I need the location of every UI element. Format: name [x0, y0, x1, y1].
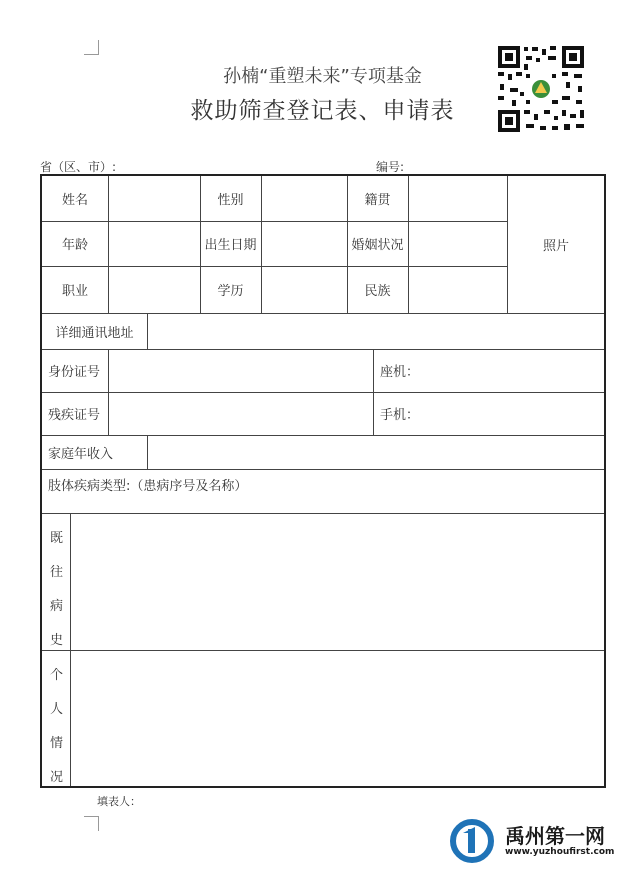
personal-situation-char-2: 人 [50, 702, 64, 717]
label-education: 学历 [217, 284, 244, 299]
registration-form [40, 174, 606, 788]
form-filler-label: 填表人： [97, 795, 141, 808]
watermark-brand: 禹州第一网 [505, 824, 605, 848]
label-gender: 性别 [217, 193, 244, 208]
personal-situation-field[interactable] [71, 650, 604, 786]
crop-mark-top-left [84, 40, 99, 55]
medical-history-char-2: 往 [50, 565, 64, 580]
medical-history-char-3: 病 [50, 599, 64, 614]
label-marital-status: 婚姻状况 [351, 238, 404, 253]
label-native-place: 籍贯 [364, 193, 391, 208]
label-disability-cert: 残疾证号 [48, 408, 101, 423]
medical-history-char-4: 史 [50, 633, 64, 648]
native-place-field[interactable] [409, 176, 507, 221]
occupation-field[interactable] [109, 266, 200, 313]
personal-situation-char-1: 个 [50, 668, 64, 683]
id-number-field[interactable] [109, 349, 373, 392]
label-ethnicity: 民族 [364, 284, 391, 299]
personal-situation-char-4: 况 [50, 770, 64, 785]
form-title-line1: 孙楠“重塑未来”专项基金 [223, 66, 422, 87]
disease-type-field[interactable]: 肢体疾病类型:（患病序号及名称） [48, 478, 248, 494]
disability-cert-field[interactable] [109, 392, 373, 435]
watermark-url: www.yuzhoufirst.com [505, 847, 615, 857]
label-address: 详细通讯地址 [55, 325, 134, 341]
landline-field[interactable]: 座机： [380, 365, 420, 380]
label-age: 年龄 [61, 238, 88, 253]
photo-box[interactable]: 照片 [542, 239, 569, 254]
label-birth-date: 出生日期 [204, 238, 257, 253]
age-field[interactable] [109, 221, 200, 266]
ethnicity-field[interactable] [409, 266, 507, 313]
birth-date-field[interactable] [262, 221, 347, 266]
name-field[interactable] [109, 176, 200, 221]
label-id-number: 身份证号 [48, 365, 101, 380]
province-label: 省（区、市）: [40, 160, 117, 174]
medical-history-char-1: 既 [50, 531, 64, 546]
label-occupation: 职业 [61, 284, 88, 299]
serial-number-label: 编号: [376, 160, 405, 174]
qr-code-icon [496, 44, 586, 134]
crop-mark-bottom-left [84, 816, 99, 831]
medical-history-field[interactable] [71, 513, 604, 650]
label-name: 姓名 [61, 193, 88, 208]
form-title-line2: 救助筛查登记表、申请表 [190, 98, 455, 124]
gender-field[interactable] [262, 176, 347, 221]
education-field[interactable] [262, 266, 347, 313]
label-family-income: 家庭年收入 [48, 446, 114, 462]
family-income-field[interactable] [148, 435, 604, 469]
mobile-field[interactable]: 手机： [380, 408, 420, 423]
marital-status-field[interactable] [409, 221, 507, 266]
personal-situation-char-3: 情 [50, 736, 64, 751]
address-field[interactable] [148, 313, 604, 349]
